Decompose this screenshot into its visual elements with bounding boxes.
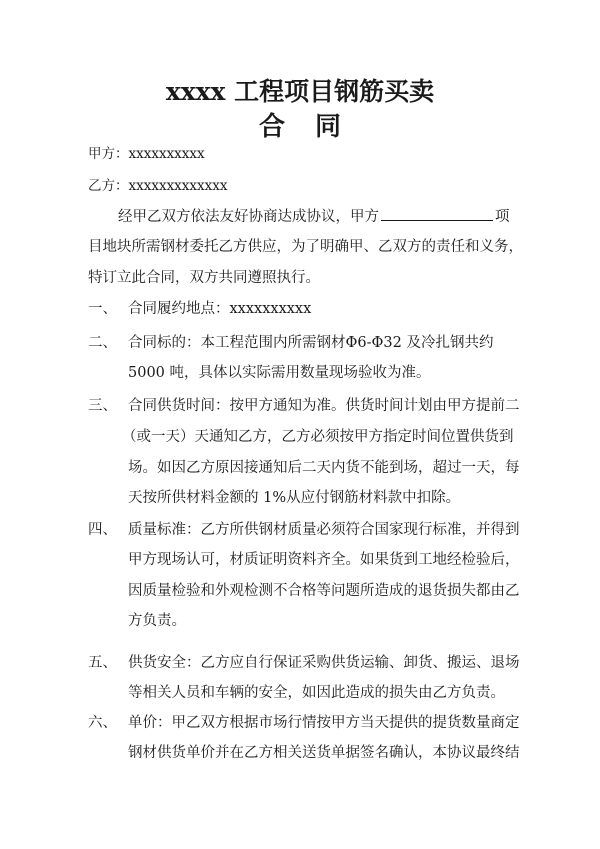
clause-5-number: 五、 xyxy=(88,655,117,671)
clause-4-line-1: 质量标准：乙方所供钢材质量必须符合国家现行标准，并得到 xyxy=(128,522,520,538)
clause-4-line-2: 甲方现场认可，材质证明资料齐全。如果货到工地经检验后， xyxy=(128,552,520,568)
subtitle-char-2: 同 xyxy=(315,112,342,142)
subtitle-char-1: 合 xyxy=(258,112,285,142)
clause-6-line-1: 单价：甲乙双方根据市场行情按甲方当天提供的提货数量商定 xyxy=(128,715,520,731)
party-b: 乙方：xxxxxxxxxxxxx xyxy=(88,178,228,194)
intro-line-3: 特订立此合同，双方共同遵照执行。 xyxy=(88,270,320,286)
clause-4-line-4: 方负责。 xyxy=(128,613,186,629)
clause-1-line-1: 合同履约地点：xxxxxxxxxx xyxy=(128,301,312,317)
clause-3-line-4: 天按所供材料金额的 1%从应付钢筋材料款中扣除。 xyxy=(128,490,461,506)
clause-5-line-2: 等相关人员和车辆的安全，如因此造成的损失由乙方负责。 xyxy=(128,685,505,701)
document-title: xxxx 工程项目钢筋买卖 xyxy=(165,77,435,106)
clause-2-line-2: 5000 吨，具体以实际需用数量现场验收为准。 xyxy=(128,365,431,381)
clause-4-line-3: 因质量检验和外观检测不合格等问题所造成的退货损失都由乙 xyxy=(128,583,520,599)
clause-1-number: 一、 xyxy=(88,301,117,317)
clause-6-number: 六、 xyxy=(88,715,117,731)
document-subtitle xyxy=(0,106,600,143)
intro-line-2: 目地块所需钢材委托乙方供应，为了明确甲、乙双方的责任和义务， xyxy=(88,239,523,255)
clause-3-line-1: 合同供货时间：按甲方通知为准。供货时间计划由甲方提前二 xyxy=(128,398,520,414)
intro-text-end: 项 xyxy=(495,209,510,225)
clause-2-number: 二、 xyxy=(88,335,117,351)
clause-3-line-3: 场。如因乙方原因接通知后二天内货不能到场，超过一天，每 xyxy=(128,460,520,476)
clause-3-number: 三、 xyxy=(88,398,117,414)
clause-6-line-2: 钢材供货单价并在乙方相关送货单据签名确认，本协议最终结 xyxy=(128,745,520,761)
clause-3-line-2: （或一天）天通知乙方，乙方必须按甲方指定时间位置供货到 xyxy=(122,429,514,445)
clause-5-line-1: 供货安全：乙方应自行保证采购供货运输、卸货、搬运、退场 xyxy=(128,655,520,671)
clause-4-number: 四、 xyxy=(88,522,117,538)
clause-2-line-1: 合同标的：本工程范围内所需钢材Φ6-Φ32 及冷扎钢共约 xyxy=(128,335,494,351)
intro-text-start: 经甲乙双方依法友好协商达成协议，甲方 xyxy=(118,209,379,225)
intro-line-1 xyxy=(88,206,558,227)
party-a: 甲方：xxxxxxxxxx xyxy=(88,146,205,162)
blank-underline xyxy=(381,206,493,221)
